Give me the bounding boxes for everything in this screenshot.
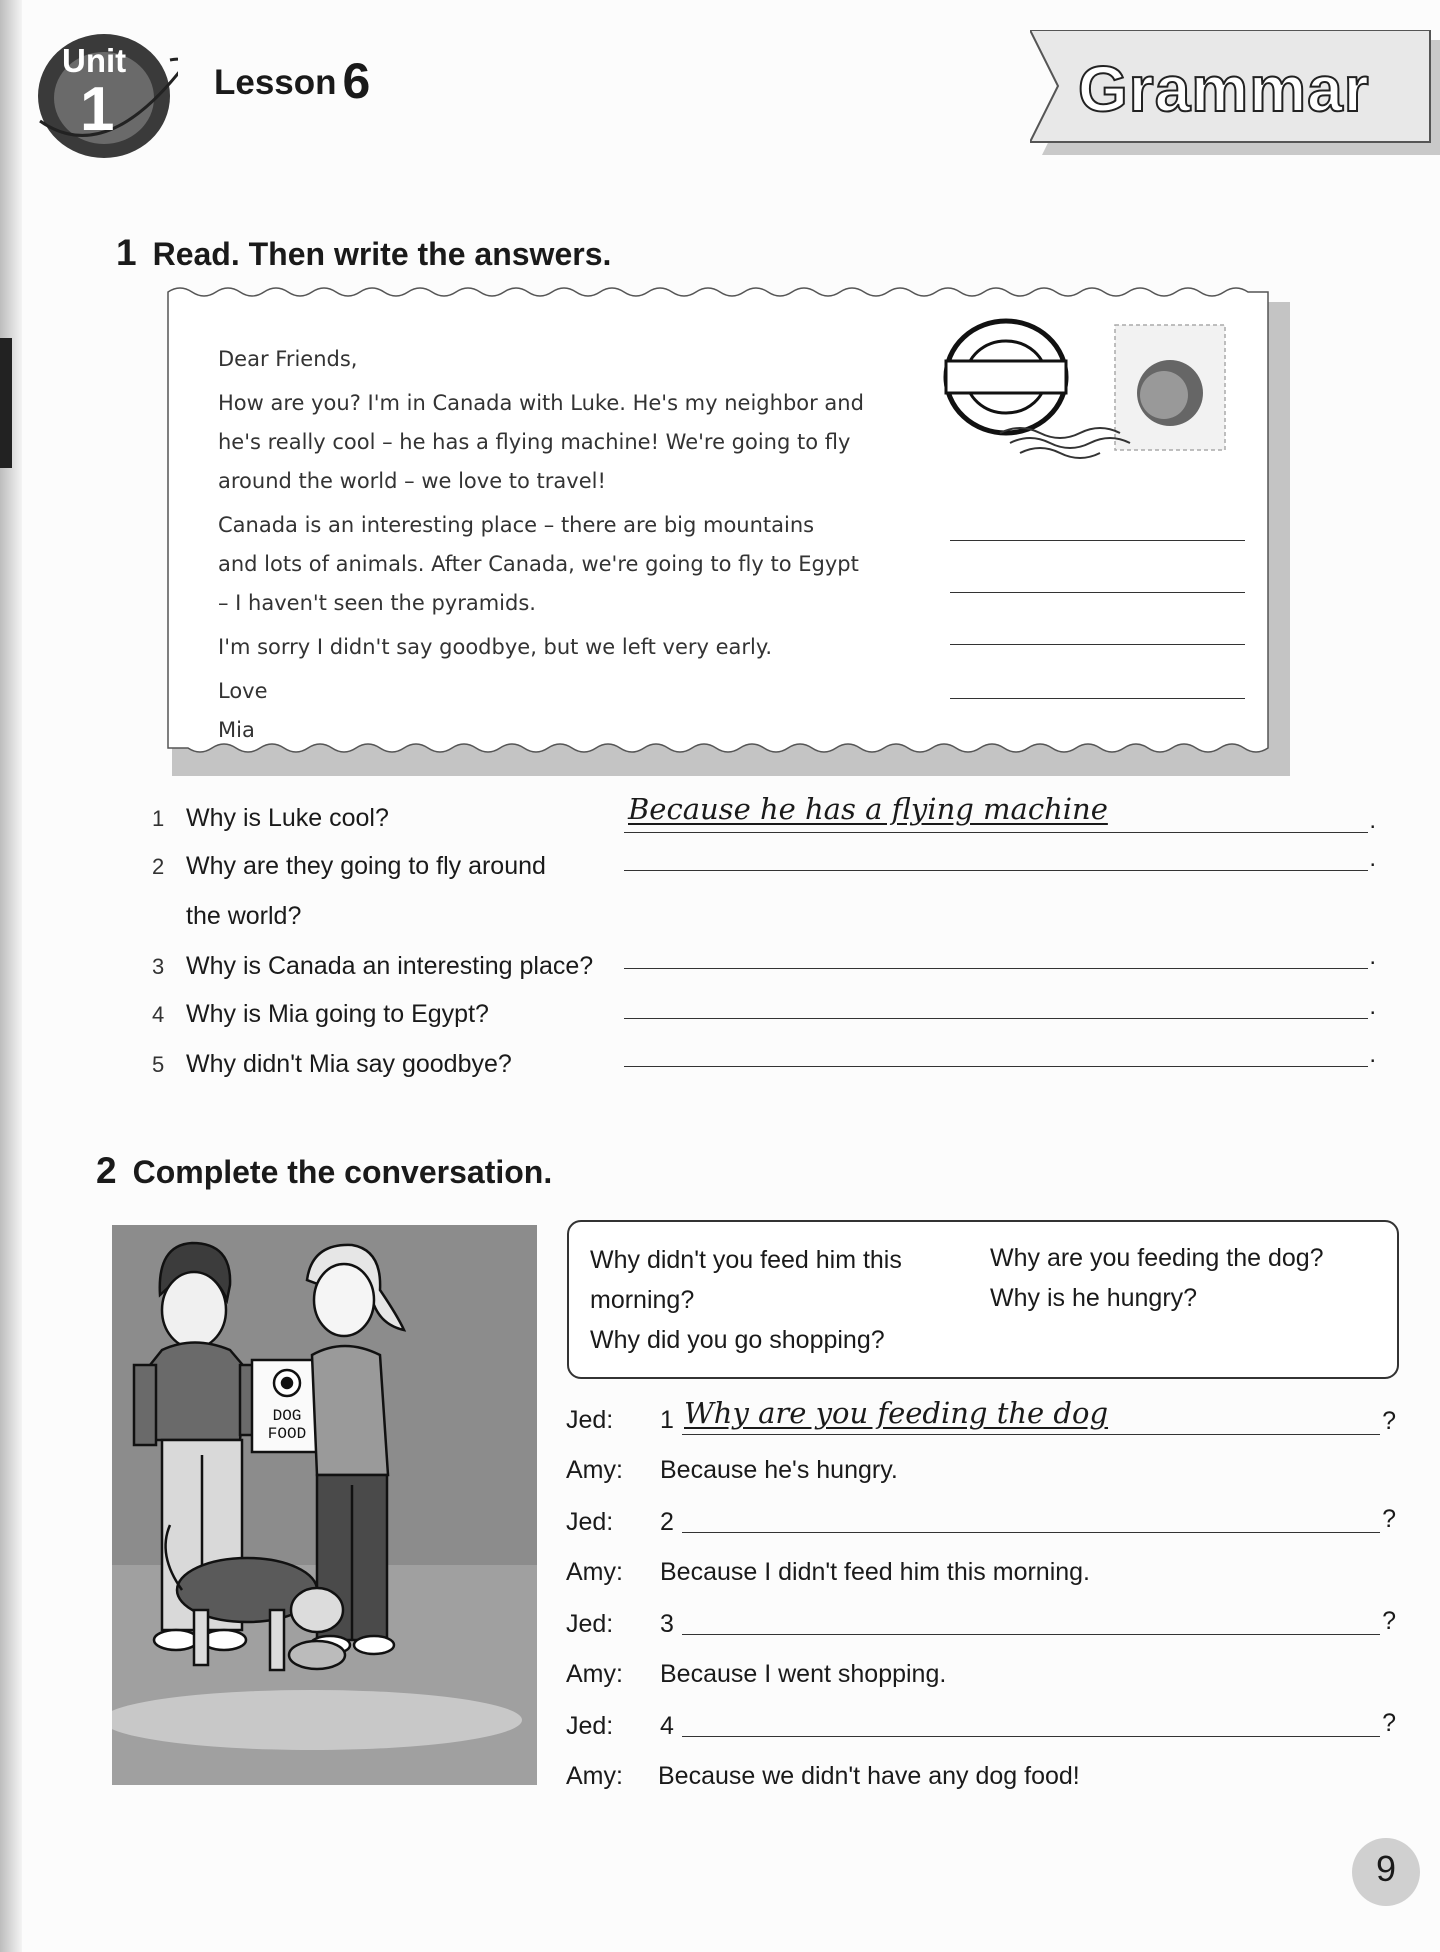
conversation-answer-line-3[interactable] — [682, 1607, 1396, 1635]
amy-reply: Because we didn't have any dog food! — [658, 1762, 1080, 1790]
letter-line: he's really cool – he has a flying machine! We're going to fly — [218, 430, 851, 454]
question-number: 3 — [152, 954, 165, 979]
question-text: Why didn't Mia say goodbye? — [186, 1050, 512, 1078]
address-line — [950, 540, 1245, 541]
question-mark: ? — [1382, 1607, 1396, 1635]
word-box-option: Why did you go shopping? — [590, 1326, 885, 1354]
question-text: Why is Mia going to Egypt? — [186, 1000, 489, 1028]
exercise-instruction: Complete the conversation. — [132, 1154, 553, 1190]
illustration-boy-girl-dog — [112, 1225, 537, 1785]
page-number: 9 — [1375, 1848, 1397, 1889]
exercise-number: 1 — [116, 232, 137, 273]
line-number: 2 — [660, 1508, 674, 1536]
letter-signature: Mia — [218, 718, 255, 742]
exercise-number: 2 — [96, 1150, 117, 1191]
letter-line: How are you? I'm in Canada with Luke. He's my neighbor and — [218, 391, 864, 415]
period: . — [1369, 807, 1376, 834]
question-2 — [152, 852, 546, 881]
answer-line-4[interactable] — [624, 993, 1376, 1020]
letter-greeting: Dear Friends, — [218, 347, 358, 371]
conversation-answer-line-4[interactable] — [682, 1709, 1396, 1737]
letter-line: – I haven't seen the pyramids. — [218, 591, 536, 615]
postcard-letter — [218, 340, 938, 750]
amy-reply: Because I went shopping. — [660, 1660, 947, 1688]
side-tab — [0, 338, 12, 468]
word-box-option-continued: morning? — [590, 1286, 695, 1314]
question-text: Why is Canada an interesting place? — [186, 952, 594, 980]
exercise-instruction: Read. Then write the answers. — [152, 236, 612, 272]
letter-line: and lots of animals. After Canada, we're going to fly to Egypt — [218, 552, 859, 576]
answer-line-5[interactable] — [624, 1041, 1376, 1068]
speaker-jed: Jed: — [566, 1610, 614, 1638]
period: . — [1369, 1041, 1376, 1068]
speaker-jed: Jed: — [566, 1508, 614, 1536]
letter-line: around the world – we love to travel! — [218, 469, 606, 493]
word-box-option: Why didn't you feed him this — [590, 1246, 902, 1274]
question-mark: ? — [1382, 1505, 1396, 1533]
speaker-jed: Jed: — [566, 1406, 614, 1434]
word-box-option: Why are you feeding the dog? — [990, 1244, 1324, 1272]
period: . — [1369, 993, 1376, 1020]
stamp-and-postmark — [940, 315, 1240, 475]
question-4 — [152, 1000, 489, 1029]
dog-food-box — [252, 1360, 322, 1452]
line-number: 3 — [660, 1610, 674, 1638]
unit-label: Unit — [62, 42, 127, 79]
letter-closing: Love — [218, 679, 268, 703]
question-number: 5 — [152, 1052, 165, 1077]
period: . — [1369, 943, 1376, 970]
line-number: 4 — [660, 1712, 674, 1740]
question-number: 2 — [152, 854, 165, 879]
page-binding-shadow — [0, 0, 22, 1952]
speaker-amy: Amy: — [566, 1456, 623, 1484]
question-text: Why is Luke cool? — [186, 804, 389, 832]
letter-line: I'm sorry I didn't say goodbye, but we left very early. — [218, 635, 772, 659]
dog-food-label-bottom: FOOD — [267, 1425, 307, 1443]
question-5 — [152, 1050, 512, 1079]
speaker-jed: Jed: — [566, 1712, 614, 1740]
exercise-2-heading — [96, 1150, 552, 1192]
answer-line-3[interactable] — [624, 943, 1376, 970]
answer-1-handwritten: Why are you feeding the dog — [684, 1396, 1109, 1430]
word-box-option: Why is he hungry? — [990, 1284, 1198, 1312]
question-text: Why are they going to fly around — [186, 852, 546, 880]
lesson-title — [214, 52, 370, 110]
dog-food-label-top: DOG — [272, 1407, 302, 1425]
question-3 — [152, 952, 593, 981]
line-number: 1 — [660, 1406, 674, 1434]
question-1 — [152, 804, 389, 833]
answer-1-handwritten: Because he has a flying machine — [628, 792, 1108, 826]
period: . — [1369, 845, 1376, 872]
question-2-continued: the world? — [186, 902, 302, 930]
amy-reply: Because I didn't feed him this morning. — [660, 1558, 1091, 1586]
question-mark: ? — [1382, 1407, 1396, 1435]
speaker-amy: Amy: — [566, 1762, 623, 1790]
question-number: 1 — [152, 806, 165, 831]
question-mark: ? — [1382, 1709, 1396, 1737]
question-number: 4 — [152, 1002, 165, 1027]
address-line — [950, 644, 1245, 645]
letter-line: Canada is an interesting place – there are big mountains — [218, 513, 815, 537]
lesson-number: 6 — [342, 53, 371, 109]
lesson-label: Lesson — [214, 63, 337, 102]
address-line — [950, 592, 1245, 593]
speaker-amy: Amy: — [566, 1558, 623, 1586]
address-line — [950, 698, 1245, 699]
speaker-amy: Amy: — [566, 1660, 623, 1688]
conversation-answer-line-2[interactable] — [682, 1505, 1396, 1533]
amy-reply: Because he's hungry. — [660, 1456, 898, 1484]
answer-line-2[interactable] — [624, 845, 1376, 872]
section-name: Grammar — [1078, 53, 1370, 125]
exercise-1-heading — [116, 232, 611, 274]
unit-number: 1 — [80, 75, 115, 144]
